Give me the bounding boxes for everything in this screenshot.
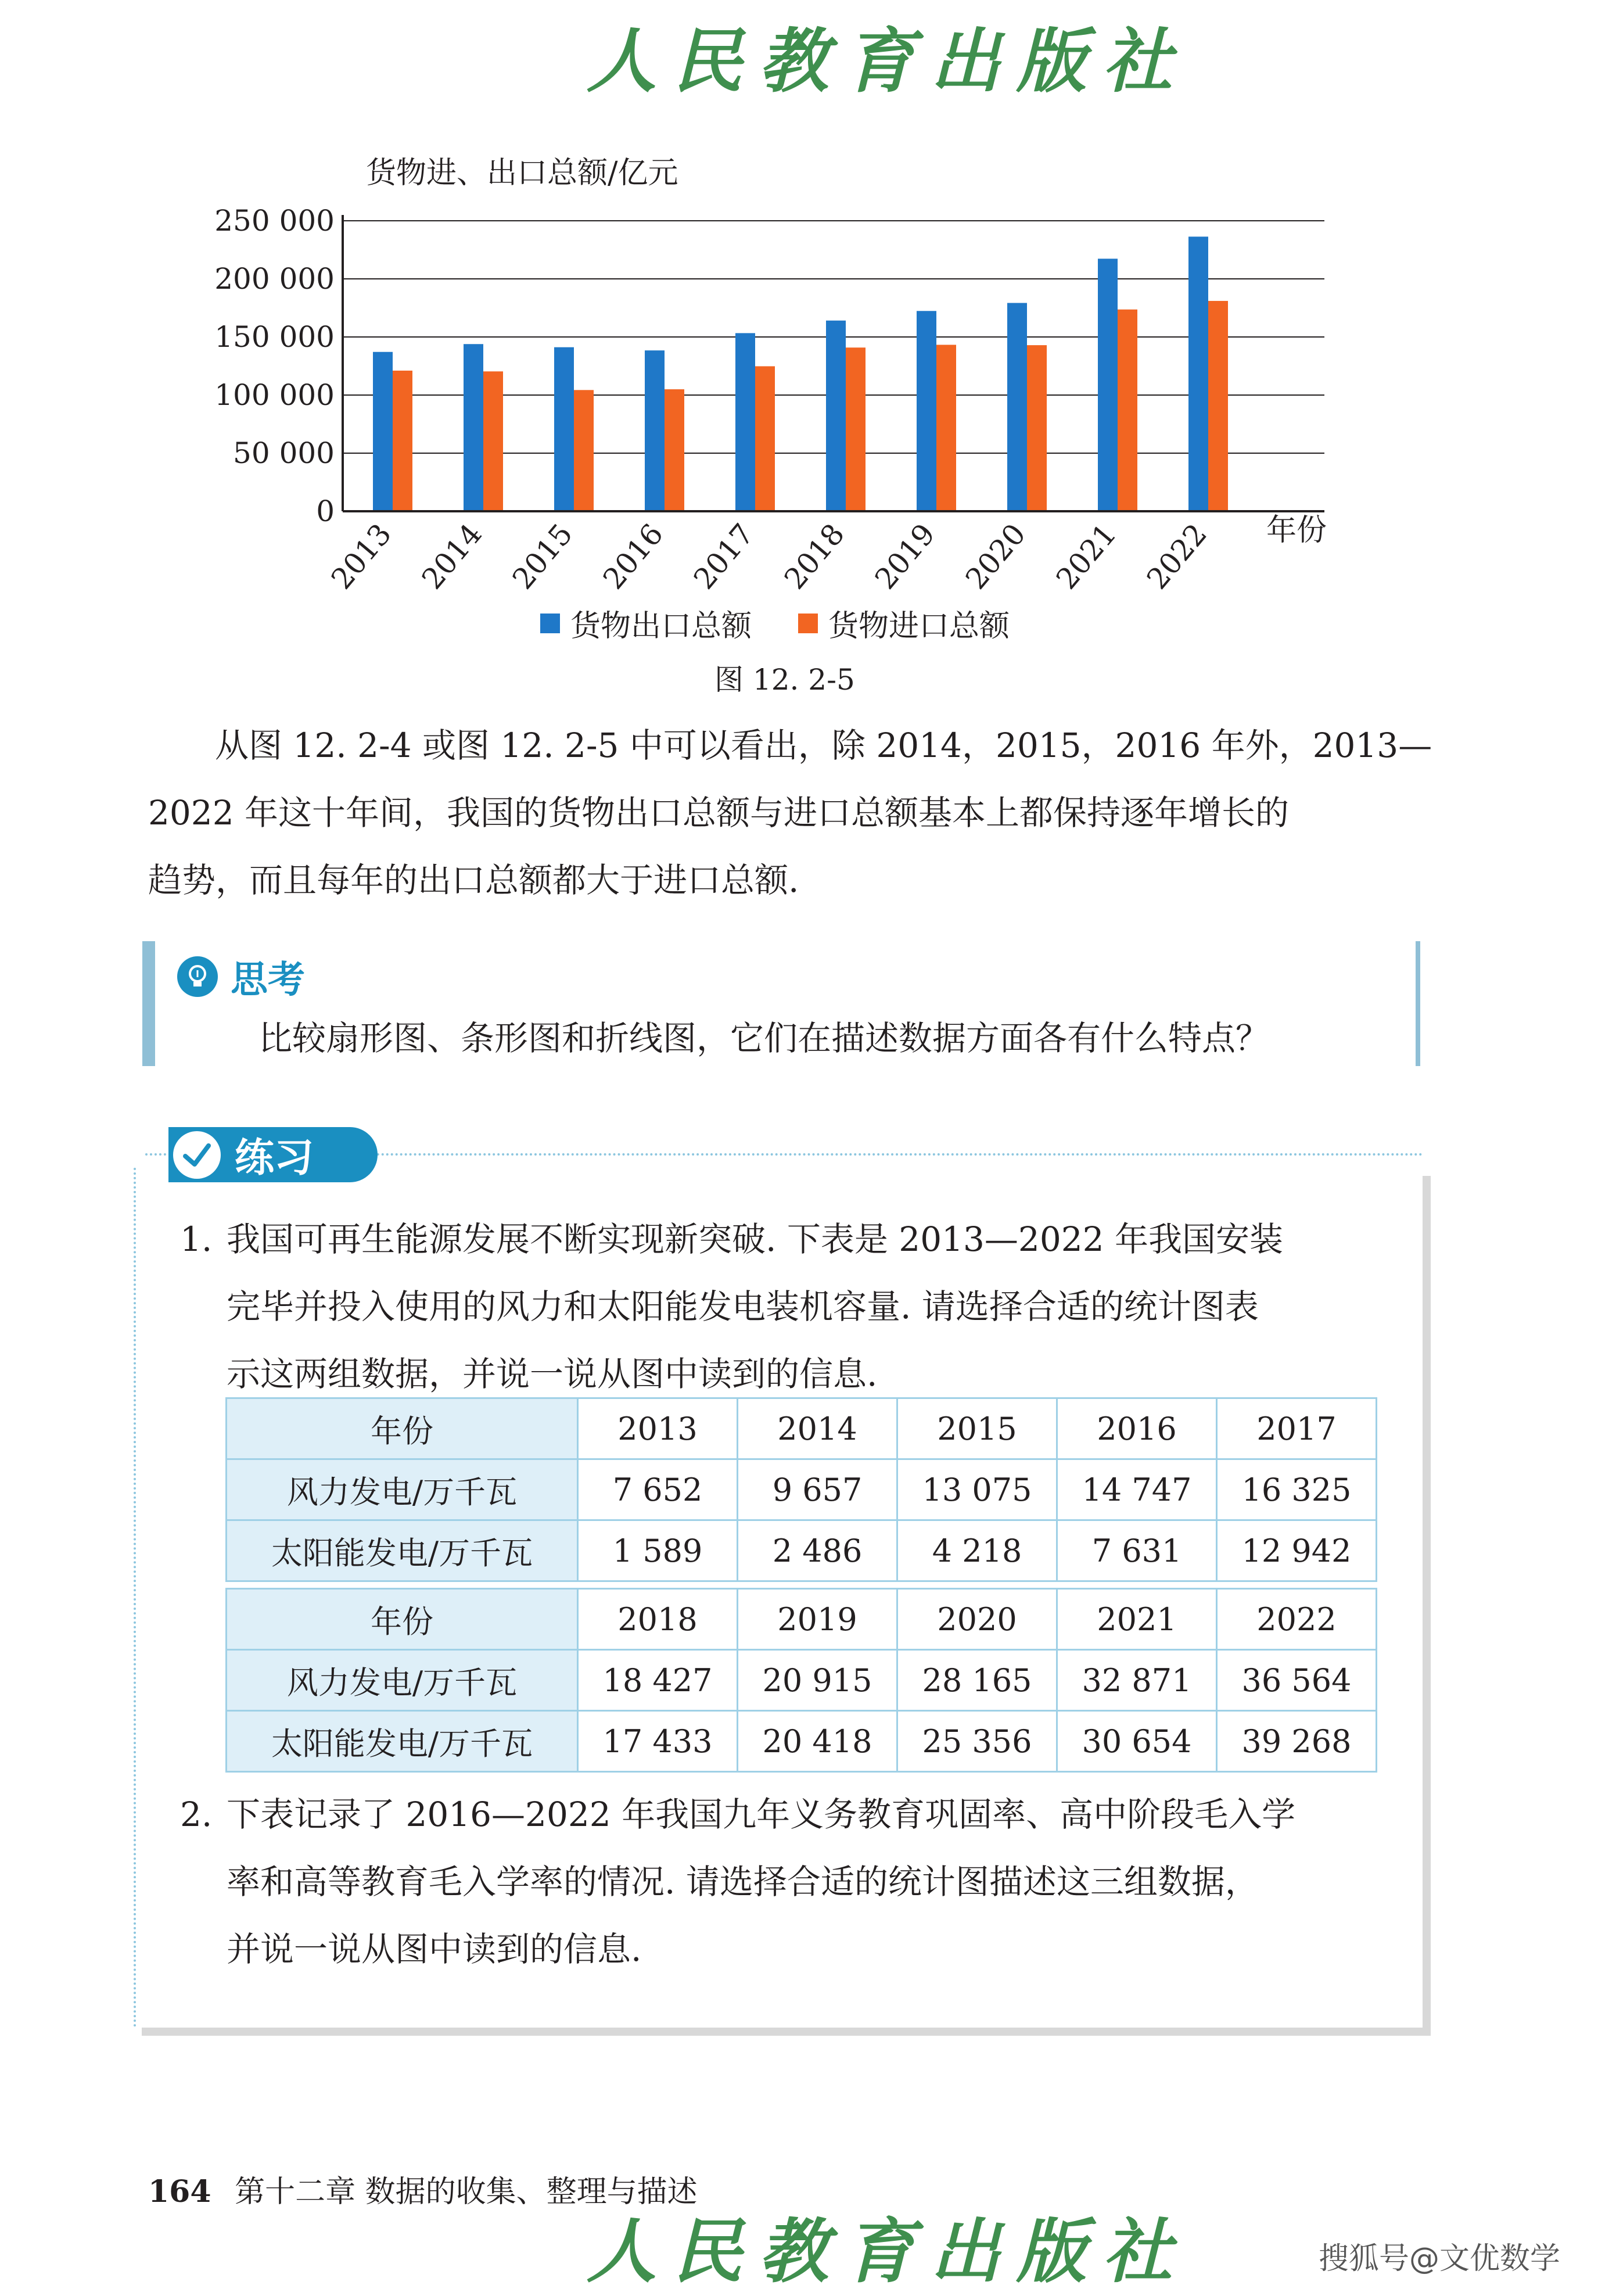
table-cell: 30 654 xyxy=(1057,1711,1217,1772)
table-cell: 1 589 xyxy=(578,1520,738,1581)
pencil-check-icon xyxy=(173,1131,221,1179)
table-cell: 14 747 xyxy=(1057,1459,1217,1520)
publisher-logo-bottom: 人民教育出版社 xyxy=(587,2211,1188,2293)
think-box xyxy=(142,941,1420,1066)
table-cell: 2015 xyxy=(897,1398,1057,1459)
table-cell: 9 657 xyxy=(738,1459,897,1520)
item-line: 率和高等教育毛入学率的情况. 请选择合适的统计图描述这三组数据， xyxy=(227,1862,1259,1902)
chapter-title: 第十二章 数据的收集、整理与描述 xyxy=(235,2175,698,2209)
legend-item-import xyxy=(798,601,1010,645)
bar-export-2017 xyxy=(735,333,755,511)
watermark: 搜狐号@文优数学 xyxy=(1319,2241,1561,2276)
x-tick-label: 2016 xyxy=(596,517,670,596)
y-tick-label: 250 000 xyxy=(214,204,335,238)
bar-import-2021 xyxy=(1118,310,1137,511)
y-tick-label: 100 000 xyxy=(214,378,335,412)
bar-export-2019 xyxy=(917,311,936,511)
bars xyxy=(373,236,1228,511)
table-cell: 2016 xyxy=(1057,1398,1217,1459)
table-row xyxy=(227,1650,1377,1711)
bar-export-2016 xyxy=(645,350,665,511)
table-header-cell: 风力发电/万千瓦 xyxy=(227,1650,578,1711)
item-line: 并说一说从图中读到的信息. xyxy=(227,1929,642,1969)
bar-export-2015 xyxy=(554,347,574,511)
x-tick-label: 2020 xyxy=(958,517,1033,596)
table-cell: 32 871 xyxy=(1057,1650,1217,1711)
bar-import-2017 xyxy=(755,366,775,511)
bar-export-2014 xyxy=(464,344,483,511)
bar-import-2020 xyxy=(1027,345,1047,511)
x-tick-label: 2021 xyxy=(1049,517,1123,596)
capacity-table-1 xyxy=(225,1397,1377,1582)
bar-export-2018 xyxy=(826,321,846,511)
item-line: 完毕并投入使用的风力和太阳能发电装机容量. 请选择合适的统计图表 xyxy=(227,1287,1259,1326)
bar-export-2022 xyxy=(1188,236,1208,511)
publisher-logo-top: 人民教育出版社 xyxy=(587,20,1188,102)
bar-import-2016 xyxy=(665,389,684,511)
table-row xyxy=(227,1589,1377,1650)
bar-import-2014 xyxy=(483,371,503,511)
paragraph-line: 从图 12. 2-4 或图 12. 2-5 中可以看出，除 2014，2015，2016 年外，2013— xyxy=(215,726,1432,765)
bar-import-2013 xyxy=(393,371,412,511)
table-cell: 12 942 xyxy=(1217,1520,1377,1581)
data-tables xyxy=(225,1397,1377,1773)
chart-legend xyxy=(540,601,1010,645)
page-number: 164 xyxy=(148,2174,211,2209)
paragraph-line: 2022 年这十年间，我国的货物出口总额与进口总额基本上都保持逐年增长的 xyxy=(148,793,1290,833)
legend-label-import: 货物进口总额 xyxy=(828,609,1010,644)
table-cell: 4 218 xyxy=(897,1520,1057,1581)
table-cell: 2 486 xyxy=(738,1520,897,1581)
exercise-item-1 xyxy=(180,1206,1412,1408)
bar-chart xyxy=(174,145,1359,668)
y-tick-label: 200 000 xyxy=(214,262,335,296)
x-tick-label: 2022 xyxy=(1140,517,1214,596)
table-cell: 28 165 xyxy=(897,1650,1057,1711)
bar-import-2018 xyxy=(846,347,866,511)
body-paragraph xyxy=(148,712,1449,914)
item-line: 示这两组数据，并说一说从图中读到的信息. xyxy=(227,1354,878,1394)
table-cell: 39 268 xyxy=(1217,1711,1377,1772)
exercise-item-2 xyxy=(180,1781,1412,1983)
table-header-cell: 年份 xyxy=(227,1589,578,1650)
y-tick-label: 0 xyxy=(316,494,335,528)
x-ticks xyxy=(325,517,1213,595)
table-header-cell: 太阳能发电/万千瓦 xyxy=(227,1520,578,1581)
table-cell: 2020 xyxy=(897,1589,1057,1650)
table-cell: 2019 xyxy=(738,1589,897,1650)
legend-swatch-export xyxy=(540,614,560,633)
table-row xyxy=(227,1711,1377,1772)
y-ticks xyxy=(214,204,335,528)
table-cell: 2022 xyxy=(1217,1589,1377,1650)
table-cell: 13 075 xyxy=(897,1459,1057,1520)
exercise-title: 练习 xyxy=(235,1135,314,1181)
bar-export-2013 xyxy=(373,352,393,511)
y-axis-label: 货物进、出口总额/亿元 xyxy=(366,156,678,191)
legend-swatch-import xyxy=(798,614,818,633)
x-axis-label: 年份 xyxy=(1266,513,1327,548)
table-cell: 7 652 xyxy=(578,1459,738,1520)
bar-export-2021 xyxy=(1098,259,1118,511)
item-line: 我国可再生能源发展不断实现新突破. 下表是 2013—2022 年我国安装 xyxy=(227,1219,1283,1259)
table-cell: 7 631 xyxy=(1057,1520,1217,1581)
x-tick-label: 2019 xyxy=(868,517,942,596)
bar-export-2020 xyxy=(1007,303,1027,511)
table-cell: 2017 xyxy=(1217,1398,1377,1459)
think-heading xyxy=(177,950,305,1003)
table-cell: 2018 xyxy=(578,1589,738,1650)
table-row xyxy=(227,1520,1377,1581)
lightbulb-icon xyxy=(177,956,218,997)
table-cell: 2013 xyxy=(578,1398,738,1459)
table-cell: 2021 xyxy=(1057,1589,1217,1650)
x-tick-label: 2017 xyxy=(687,517,761,596)
legend-label-export: 货物出口总额 xyxy=(570,609,752,644)
bar-import-2019 xyxy=(936,345,956,511)
table-cell: 20 418 xyxy=(738,1711,897,1772)
figure-caption: 图 12. 2-5 xyxy=(714,663,855,697)
table-header-cell: 年份 xyxy=(227,1398,578,1459)
table-header-cell: 风力发电/万千瓦 xyxy=(227,1459,578,1520)
table-cell: 16 325 xyxy=(1217,1459,1377,1520)
think-left-bar xyxy=(142,941,155,1066)
y-tick-label: 50 000 xyxy=(233,436,335,470)
x-tick-label: 2014 xyxy=(415,517,489,596)
table-row xyxy=(227,1459,1377,1520)
think-question: 比较扇形图、条形图和折线图，它们在描述数据方面各有什么特点？ xyxy=(258,1018,1270,1058)
think-title: 思考 xyxy=(231,958,305,1002)
table-cell: 36 564 xyxy=(1217,1650,1377,1711)
exercise-tab xyxy=(168,1127,378,1182)
table-cell: 17 433 xyxy=(578,1711,738,1772)
item-number: 2. xyxy=(180,1795,213,1834)
think-right-bar xyxy=(1416,941,1420,1066)
paragraph-line: 趋势，而且每年的出口总额都大于进口总额. xyxy=(148,860,799,900)
bar-import-2022 xyxy=(1208,301,1228,511)
x-tick-label: 2015 xyxy=(505,517,580,596)
table-cell: 2014 xyxy=(738,1398,897,1459)
item-line: 下表记录了 2016—2022 年我国九年义务教育巩固率、高中阶段毛入学 xyxy=(227,1795,1296,1834)
table-cell: 18 427 xyxy=(578,1650,738,1711)
bar-import-2015 xyxy=(574,390,594,511)
x-tick-label: 2013 xyxy=(324,517,398,596)
legend-item-export xyxy=(540,601,752,645)
x-tick-label: 2018 xyxy=(777,517,852,596)
capacity-table-2 xyxy=(225,1588,1377,1773)
table-header-cell: 太阳能发电/万千瓦 xyxy=(227,1711,578,1772)
item-number: 1. xyxy=(180,1219,213,1259)
table-cell: 25 356 xyxy=(897,1711,1057,1772)
table-row xyxy=(227,1398,1377,1459)
table-cell: 20 915 xyxy=(738,1650,897,1711)
y-tick-label: 150 000 xyxy=(214,320,335,354)
